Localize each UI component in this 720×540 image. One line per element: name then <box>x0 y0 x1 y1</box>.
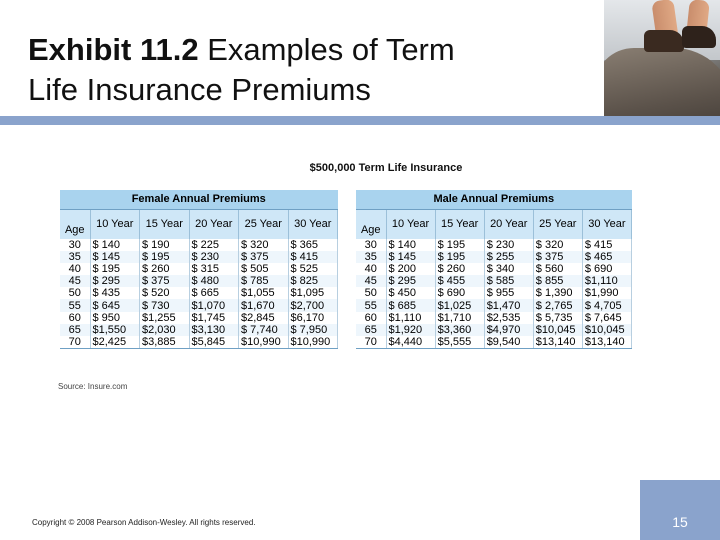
female-age-cell: 45 <box>60 275 90 287</box>
female-premium-cell: $ 7,740 <box>239 324 289 336</box>
female-premium-cell: $10,990 <box>239 336 289 349</box>
male-age-cell: 65 <box>356 324 386 336</box>
male-column-header: 20 Year <box>484 209 533 239</box>
male-age-cell: 45 <box>356 275 386 287</box>
male-premium-cell: $13,140 <box>582 336 631 349</box>
male-premium-cell: $ 195 <box>435 239 484 251</box>
female-premium-cell: $ 190 <box>140 239 190 251</box>
male-premium-cell: $13,140 <box>533 336 582 349</box>
male-premium-cell: $1,920 <box>386 324 435 336</box>
male-premium-cell: $ 450 <box>386 287 435 299</box>
male-premium-cell: $ 230 <box>484 239 533 251</box>
male-age-cell: 55 <box>356 299 386 311</box>
female-premiums-panel <box>60 190 338 376</box>
slide-title-rest: Examples of Term <box>198 32 455 67</box>
male-age-cell: 30 <box>356 239 386 251</box>
female-table-row <box>60 299 338 311</box>
female-column-header: 30 Year <box>288 209 338 239</box>
female-premium-cell: $1,055 <box>239 287 289 299</box>
male-premium-cell: $ 4,705 <box>582 299 631 311</box>
boot-shape <box>644 30 684 52</box>
female-column-header: 20 Year <box>189 209 239 239</box>
female-premium-cell: $3,130 <box>189 324 239 336</box>
exhibit-figure <box>58 160 634 348</box>
female-premium-cell: $ 505 <box>239 263 289 275</box>
male-premium-cell: $ 260 <box>435 263 484 275</box>
female-premium-cell: $ 260 <box>140 263 190 275</box>
female-table-row <box>60 263 338 275</box>
male-premiums-table <box>356 190 632 349</box>
female-age-cell: 55 <box>60 299 90 311</box>
male-table-row <box>356 299 632 311</box>
female-premium-cell: $3,885 <box>140 336 190 349</box>
source-note: Source: Insure.com <box>58 382 128 391</box>
male-table-row <box>356 312 632 324</box>
female-premium-cell: $ 140 <box>90 239 140 251</box>
male-table-row <box>356 251 632 263</box>
female-age-cell: 65 <box>60 324 90 336</box>
female-table-row <box>60 312 338 324</box>
female-premium-cell: $1,070 <box>189 299 239 311</box>
male-table-row <box>356 324 632 336</box>
female-table-row <box>60 275 338 287</box>
male-premiums-panel <box>356 190 632 376</box>
male-premium-cell: $4,440 <box>386 336 435 349</box>
male-premium-cell: $1,110 <box>386 312 435 324</box>
female-premium-cell: $2,425 <box>90 336 140 349</box>
male-premium-cell: $1,025 <box>435 299 484 311</box>
female-premium-cell: $2,845 <box>239 312 289 324</box>
male-premium-cell: $1,990 <box>582 287 631 299</box>
female-premium-cell: $ 825 <box>288 275 338 287</box>
male-premium-cell: $1,110 <box>582 275 631 287</box>
female-age-cell: 40 <box>60 263 90 275</box>
male-premium-cell: $ 255 <box>484 251 533 263</box>
male-premium-cell: $ 585 <box>484 275 533 287</box>
female-column-header: 15 Year <box>140 209 190 239</box>
slide-title-line2: Life Insurance Premiums <box>28 72 371 107</box>
female-premium-cell: $1,095 <box>288 287 338 299</box>
male-premium-cell: $4,970 <box>484 324 533 336</box>
premium-panels <box>58 190 634 376</box>
female-table-row <box>60 324 338 336</box>
female-premium-cell: $ 375 <box>140 275 190 287</box>
male-premium-cell: $10,045 <box>533 324 582 336</box>
male-premium-cell: $2,535 <box>484 312 533 324</box>
male-premium-cell: $5,555 <box>435 336 484 349</box>
female-table-row <box>60 251 338 263</box>
female-premium-cell: $1,255 <box>140 312 190 324</box>
female-premium-cell: $ 375 <box>239 251 289 263</box>
male-premium-cell: $ 320 <box>533 239 582 251</box>
female-premium-cell: $ 7,950 <box>288 324 338 336</box>
female-premium-cell: $ 320 <box>239 239 289 251</box>
male-premium-cell: $ 685 <box>386 299 435 311</box>
female-premium-cell: $ 645 <box>90 299 140 311</box>
male-premium-cell: $ 690 <box>435 287 484 299</box>
slide-title <box>28 30 588 110</box>
female-premium-cell: $1,550 <box>90 324 140 336</box>
female-age-cell: 50 <box>60 287 90 299</box>
female-premium-cell: $5,845 <box>189 336 239 349</box>
female-premium-cell: $ 435 <box>90 287 140 299</box>
female-premium-cell: $1,670 <box>239 299 289 311</box>
male-premium-cell: $ 5,735 <box>533 312 582 324</box>
male-premium-cell: $ 455 <box>435 275 484 287</box>
female-premium-cell: $ 225 <box>189 239 239 251</box>
female-premium-cell: $ 230 <box>189 251 239 263</box>
male-premium-cell: $ 7,645 <box>582 312 631 324</box>
female-column-header: 10 Year <box>90 209 140 239</box>
male-premium-cell: $ 195 <box>435 251 484 263</box>
female-column-header: 25 Year <box>239 209 289 239</box>
male-premium-cell: $ 340 <box>484 263 533 275</box>
female-premium-cell: $ 730 <box>140 299 190 311</box>
male-premium-cell: $ 1,390 <box>533 287 582 299</box>
female-premium-cell: $ 480 <box>189 275 239 287</box>
page-number: 15 <box>672 514 688 530</box>
female-premium-cell: $6,170 <box>288 312 338 324</box>
male-age-cell: 40 <box>356 263 386 275</box>
male-premium-cell: $ 690 <box>582 263 631 275</box>
female-table-row <box>60 336 338 349</box>
female-group-title: Female Annual Premiums <box>60 190 338 209</box>
male-premium-cell: $ 855 <box>533 275 582 287</box>
female-premium-cell: $ 195 <box>140 251 190 263</box>
female-premium-cell: $ 195 <box>90 263 140 275</box>
male-premium-cell: $ 140 <box>386 239 435 251</box>
female-table-row <box>60 239 338 251</box>
female-premium-cell: $2,030 <box>140 324 190 336</box>
female-premium-cell: $ 365 <box>288 239 338 251</box>
female-premium-cell: $ 315 <box>189 263 239 275</box>
male-column-header: 30 Year <box>582 209 631 239</box>
female-premium-cell: $2,700 <box>288 299 338 311</box>
female-column-header: Age <box>60 209 90 239</box>
female-premium-cell: $ 415 <box>288 251 338 263</box>
slide-title-bold: Exhibit 11.2 <box>28 32 199 67</box>
male-age-cell: 35 <box>356 251 386 263</box>
female-age-cell: 30 <box>60 239 90 251</box>
hiker-photo <box>604 0 720 116</box>
male-table-row <box>356 275 632 287</box>
female-age-cell: 60 <box>60 312 90 324</box>
male-age-cell: 50 <box>356 287 386 299</box>
female-premium-cell: $ 525 <box>288 263 338 275</box>
male-column-header: 10 Year <box>386 209 435 239</box>
female-table-row <box>60 287 338 299</box>
male-premium-cell: $ 295 <box>386 275 435 287</box>
header-rule <box>0 116 720 125</box>
female-age-cell: 70 <box>60 336 90 349</box>
male-premium-cell: $1,710 <box>435 312 484 324</box>
male-premium-cell: $10,045 <box>582 324 631 336</box>
female-premium-cell: $ 145 <box>90 251 140 263</box>
male-age-cell: 60 <box>356 312 386 324</box>
male-table-row <box>356 239 632 251</box>
male-column-header: Age <box>356 209 386 239</box>
female-age-cell: 35 <box>60 251 90 263</box>
female-premium-cell: $ 295 <box>90 275 140 287</box>
female-premium-cell: $ 665 <box>189 287 239 299</box>
rock-shape <box>604 48 720 116</box>
male-table-row <box>356 287 632 299</box>
male-premium-cell: $ 465 <box>582 251 631 263</box>
male-premium-cell: $ 415 <box>582 239 631 251</box>
male-age-cell: 70 <box>356 336 386 349</box>
female-premiums-table <box>60 190 338 349</box>
copyright-text: Copyright © 2008 Pearson Addison-Wesley. All rights reserved. <box>32 518 256 527</box>
female-premium-cell: $10,990 <box>288 336 338 349</box>
female-premium-cell: $ 520 <box>140 287 190 299</box>
exhibit-title: $500,000 Term Life Insurance <box>309 162 463 174</box>
male-premium-cell: $ 560 <box>533 263 582 275</box>
male-premium-cell: $3,360 <box>435 324 484 336</box>
male-column-header: 15 Year <box>435 209 484 239</box>
male-premium-cell: $ 375 <box>533 251 582 263</box>
female-premium-cell: $1,745 <box>189 312 239 324</box>
male-table-row <box>356 263 632 275</box>
male-group-title: Male Annual Premiums <box>356 190 632 209</box>
male-table-row <box>356 336 632 349</box>
male-premium-cell: $ 145 <box>386 251 435 263</box>
male-premium-cell: $1,470 <box>484 299 533 311</box>
male-premium-cell: $ 2,765 <box>533 299 582 311</box>
male-column-header: 25 Year <box>533 209 582 239</box>
male-premium-cell: $ 955 <box>484 287 533 299</box>
male-premium-cell: $9,540 <box>484 336 533 349</box>
page-number-box <box>640 480 720 540</box>
female-premium-cell: $ 785 <box>239 275 289 287</box>
female-premium-cell: $ 950 <box>90 312 140 324</box>
male-premium-cell: $ 200 <box>386 263 435 275</box>
